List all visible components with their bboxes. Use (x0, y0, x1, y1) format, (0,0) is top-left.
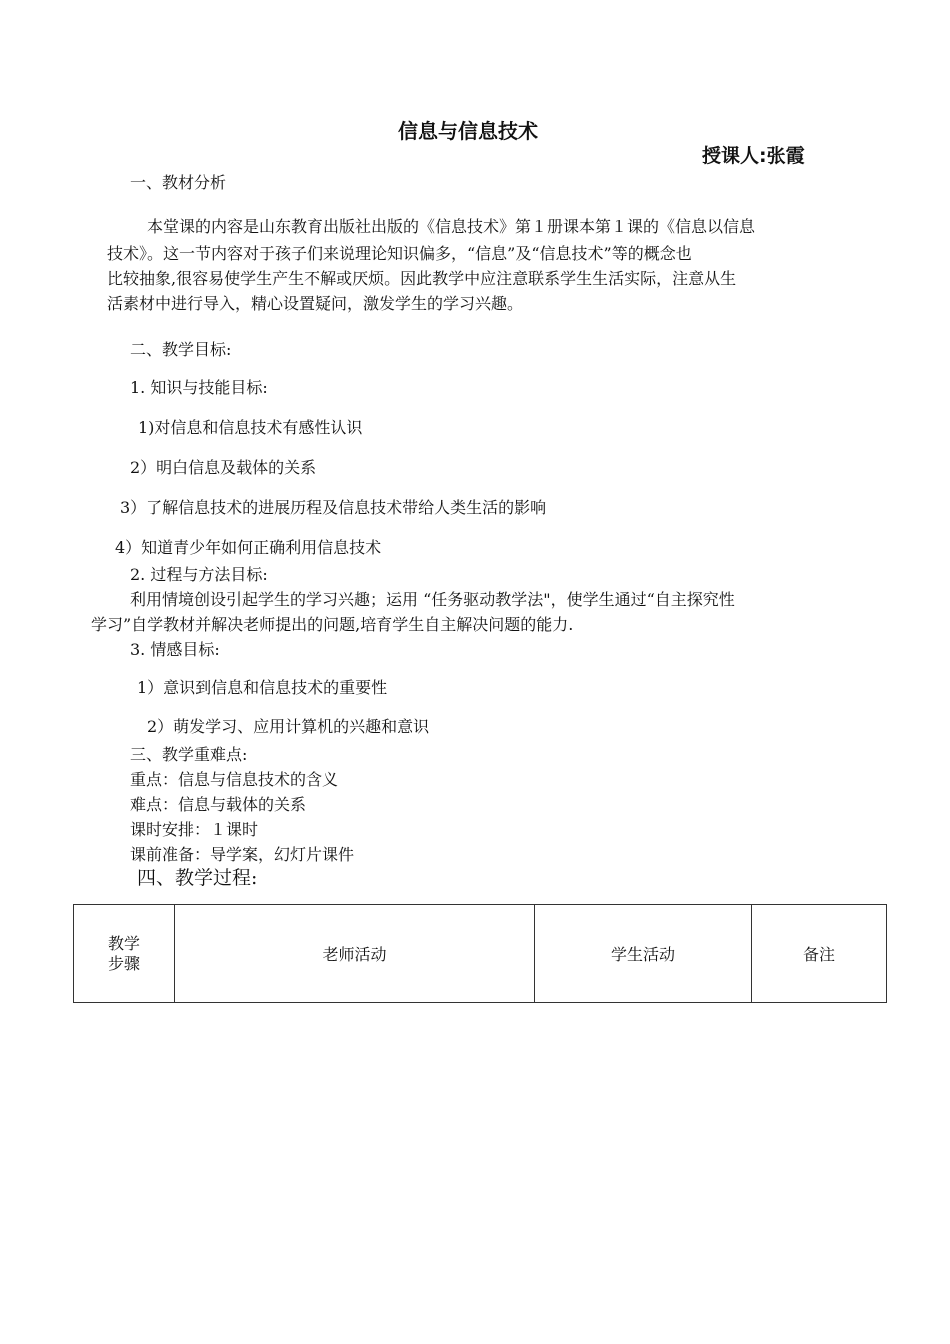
table-header-row (74, 905, 887, 1003)
sub1-item-1: 1)对信息和信息技术有感性认识 (138, 418, 363, 437)
preparation: 课前准备：导学案，幻灯片课件 (130, 845, 355, 864)
sub1-item-2: 2）明白信息及载体的关系 (130, 458, 317, 477)
sub2-line-1: 利用情境创设引起学生的学习兴趣；运用 “任务驱动教学法"，使学生通过“自主探究性 (130, 590, 735, 609)
section1-line-1: 本堂课的内容是山东教育出版社出版的《信息技术》第１册课本第１课的《信息以信息 (147, 217, 756, 236)
step-header-line-1: 教学 (107, 933, 140, 953)
header-cell-step (74, 905, 175, 1003)
sub3-item-1: 1）意识到信息和信息技术的重要性 (137, 678, 388, 697)
difficulty: 难点：信息与载体的关系 (130, 795, 307, 814)
section4-heading: 四、教学过程: (137, 867, 258, 889)
sub2-heading: 2. 过程与方法目标: (130, 565, 268, 584)
sub3-item-2: 2）萌发学习、应用计算机的兴趣和意识 (147, 717, 430, 736)
teaching-process-table (73, 904, 887, 1003)
step-header-line-2: 步骤 (107, 953, 140, 973)
header-cell-teacher: 老师活动 (175, 905, 535, 1003)
section1-line-4: 活素材中进行导入，精心设置疑问，激发学生的学习兴趣。 (107, 294, 524, 313)
section1-line-2: 技术》。这一节内容对于孩子们来说理论知识偏多，“信息”及“信息技术”等的概念也 (107, 244, 692, 263)
sub1-item-4: 4）知道青少年如何正确利用信息技术 (115, 538, 382, 557)
section3-heading: 三、教学重难点: (130, 745, 248, 764)
sub3-heading: 3. 情感目标: (130, 640, 220, 659)
section1-heading: 一、教材分析 (130, 173, 227, 192)
header-cell-student: 学生活动 (535, 905, 752, 1003)
section1-line-3: 比较抽象,很容易使学生产生不解或厌烦。因此教学中应注意联系学生生活实际，注意从生 (107, 269, 737, 288)
sub2-line-2: 学习”自学教材并解决老师提出的问题,培育学生自主解决问题的能力. (91, 615, 574, 634)
author-line: 授课人:张霞 (702, 145, 805, 167)
sub1-heading: 1. 知识与技能目标: (130, 378, 268, 397)
document-title: 信息与信息技术 (398, 119, 538, 143)
sub1-item-3: 3）了解信息技术的进展历程及信息技术带给人类生活的影响 (120, 498, 547, 517)
key-point: 重点：信息与信息技术的含义 (130, 770, 339, 789)
section2-heading: 二、教学目标: (130, 340, 232, 359)
class-hours: 课时安排：１课时 (130, 820, 259, 839)
header-cell-notes: 备注 (752, 905, 887, 1003)
